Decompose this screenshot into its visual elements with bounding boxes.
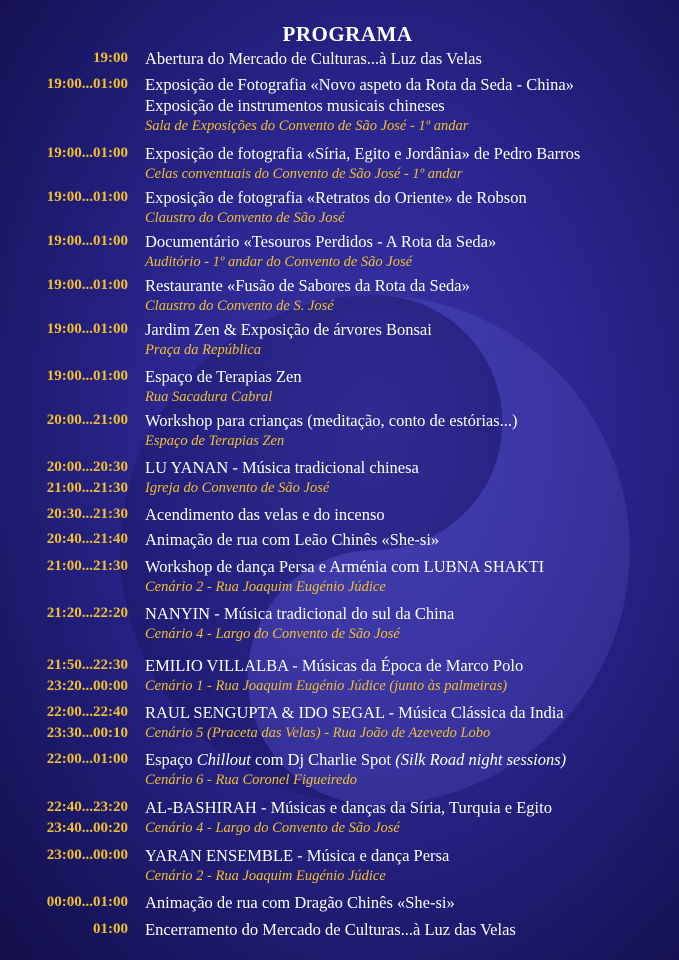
program-entry xyxy=(0,655,679,697)
event-title: Encerramento do Mercado de Culturas...à Luz das Velas xyxy=(145,920,516,939)
entry-line xyxy=(0,797,679,818)
entry-line xyxy=(0,770,679,791)
program-entry xyxy=(0,504,679,525)
entry-line xyxy=(0,366,679,387)
entry-line xyxy=(0,296,679,317)
event-time: 19:00...01:00 xyxy=(46,277,128,293)
program-entry xyxy=(0,892,679,913)
event-title: Workshop para crianças (meditação, conto de estórias...) xyxy=(145,411,518,430)
program-entry xyxy=(0,48,679,69)
event-time: 21:50...22:30 xyxy=(46,657,128,673)
program-entry xyxy=(0,231,679,273)
event-time: 20:00...20:30 xyxy=(46,459,128,475)
event-title: LU YANAN - Música tradicional chinesa xyxy=(145,458,419,477)
entry-line xyxy=(0,504,679,525)
event-time: 23:30...00:10 xyxy=(46,725,128,741)
program-entry xyxy=(0,319,679,361)
entry-line xyxy=(0,577,679,598)
event-title: Exposição de fotografia «Síria, Egito e Jordânia» de Pedro Barros xyxy=(145,144,581,163)
event-time: 19:00...01:00 xyxy=(46,368,128,384)
event-time: 23:20...00:00 xyxy=(46,678,128,694)
event-time: 22:00...01:00 xyxy=(46,751,128,767)
event-location: Sala de Exposições do Convento de São José - 1º andar xyxy=(145,118,469,134)
entry-line xyxy=(0,603,679,624)
event-title: NANYIN - Música tradicional do sul da China xyxy=(145,604,455,623)
entry-line xyxy=(0,676,679,697)
event-title: Espaço Chillout com Dj Charlie Spot (Silk Road night sessions) xyxy=(145,750,567,769)
event-time: 22:00...22:40 xyxy=(46,704,128,720)
event-location: Cenário 5 (Praceta das Velas) - Rua João de Azevedo Lobo xyxy=(145,725,491,741)
event-title: Animação de rua com Leão Chinês «She-si» xyxy=(145,530,440,549)
event-time: 21:00...21:30 xyxy=(46,480,128,496)
entry-line xyxy=(0,95,679,116)
program-entry xyxy=(0,457,679,499)
entry-line xyxy=(0,818,679,839)
program-entry xyxy=(0,702,679,744)
event-location: Cenário 2 - Rua Joaquim Eugénio Júdice xyxy=(145,579,386,595)
entry-line xyxy=(0,655,679,676)
event-time: 21:00...21:30 xyxy=(46,558,128,574)
program-entry xyxy=(0,187,679,229)
entry-line xyxy=(0,319,679,340)
entry-line xyxy=(0,749,679,770)
entry-line xyxy=(0,892,679,913)
entry-line xyxy=(0,845,679,866)
entry-line xyxy=(0,74,679,95)
event-time: 20:30...21:30 xyxy=(46,506,128,522)
event-location: Espaço de Terapias Zen xyxy=(145,433,285,449)
entry-line xyxy=(0,164,679,185)
program-entry xyxy=(0,366,679,408)
event-title: Acendimento das velas e do incenso xyxy=(145,505,385,524)
event-time: 23:40...00:20 xyxy=(46,820,128,836)
program-entry xyxy=(0,275,679,317)
event-location: Celas conventuais do Convento de São José - 1º andar xyxy=(145,166,463,182)
event-title-emphasis: (Silk Road night sessions) xyxy=(395,750,567,769)
event-title: Animação de rua com Dragão Chinês «She-si» xyxy=(145,893,455,912)
event-title-emphasis: Chillout xyxy=(196,750,251,769)
entry-line xyxy=(0,556,679,577)
event-time: 19:00...01:00 xyxy=(46,76,128,92)
entry-line xyxy=(0,624,679,645)
event-time: 19:00...01:00 xyxy=(46,233,128,249)
event-time: 20:00...21:00 xyxy=(46,412,128,428)
event-title: Workshop de dança Persa e Arménia com LUBNA SHAKTI xyxy=(145,557,545,576)
event-title: Exposição de fotografia «Retratos do Oriente» de Robson xyxy=(145,188,527,207)
event-time: 21:20...22:20 xyxy=(46,605,128,621)
event-title: Abertura do Mercado de Culturas...à Luz das Velas xyxy=(145,49,482,68)
event-location: Igreja do Convento de São José xyxy=(145,480,330,496)
event-title: AL-BASHIRAH - Músicas e danças da Síria, Turquia e Egito xyxy=(145,798,552,817)
entry-line xyxy=(0,723,679,744)
event-title: YARAN ENSEMBLE - Música e dança Persa xyxy=(145,846,450,865)
event-time: 19:00...01:00 xyxy=(46,189,128,205)
entry-line xyxy=(0,866,679,887)
event-title: EMILIO VILLALBA - Músicas da Época de Marco Polo xyxy=(145,656,524,675)
entry-line xyxy=(0,410,679,431)
event-location: Cenário 4 - Largo do Convento de São José xyxy=(145,820,400,836)
event-title: Jardim Zen & Exposição de árvores Bonsai xyxy=(145,320,432,339)
entry-line xyxy=(0,529,679,550)
event-location: Claustro do Convento de São José xyxy=(145,210,345,226)
entry-line xyxy=(0,116,679,137)
event-location: Auditório - 1º andar do Convento de São José xyxy=(145,254,413,270)
program-entry xyxy=(0,797,679,839)
event-time: 19:00 xyxy=(93,50,128,66)
entry-line xyxy=(0,252,679,273)
entry-line xyxy=(0,702,679,723)
entry-line xyxy=(0,340,679,361)
entry-line xyxy=(0,208,679,229)
event-time: 19:00...01:00 xyxy=(46,145,128,161)
event-time: 20:40...21:40 xyxy=(46,531,128,547)
entry-line xyxy=(0,387,679,408)
event-location: Rua Sacadura Cabral xyxy=(145,389,273,405)
event-title: Restaurante «Fusão de Sabores da Rota da Seda» xyxy=(145,276,470,295)
event-title: Exposição de Fotografia «Novo aspeto da Rota da Seda - China» xyxy=(145,75,574,94)
entry-line xyxy=(0,187,679,208)
event-location: Cenário 4 - Largo do Convento de São José xyxy=(145,626,400,642)
event-time: 01:00 xyxy=(93,921,128,937)
program-entry xyxy=(0,529,679,550)
entry-line xyxy=(0,48,679,69)
entry-line xyxy=(0,431,679,452)
program-entry xyxy=(0,410,679,452)
program-entry xyxy=(0,603,679,645)
entry-line xyxy=(0,143,679,164)
program-entry xyxy=(0,919,679,940)
page-title: PROGRAMA xyxy=(282,22,413,46)
event-location: Claustro do Convento de S. José xyxy=(145,298,334,314)
event-time: 23:00...00:00 xyxy=(46,847,128,863)
program-entry xyxy=(0,556,679,598)
event-time: 19:00...01:00 xyxy=(46,321,128,337)
event-title: RAUL SENGUPTA & IDO SEGAL - Música Clássica da India xyxy=(145,703,564,722)
entry-line xyxy=(0,457,679,478)
event-location: Cenário 1 - Rua Joaquim Eugénio Júdice (junto às palmeiras) xyxy=(145,678,508,694)
event-location: Cenário 2 - Rua Joaquim Eugénio Júdice xyxy=(145,868,386,884)
event-title: Documentário «Tesouros Perdidos - A Rota da Seda» xyxy=(145,232,497,251)
entry-line xyxy=(0,919,679,940)
program-entry xyxy=(0,74,679,137)
program-entry xyxy=(0,143,679,185)
event-title: Espaço de Terapias Zen xyxy=(145,367,302,386)
event-time: 22:40...23:20 xyxy=(46,799,128,815)
entry-line xyxy=(0,275,679,296)
entry-line xyxy=(0,231,679,252)
program-entry xyxy=(0,749,679,791)
event-location: Praça da República xyxy=(145,342,261,358)
program-entry xyxy=(0,845,679,887)
event-time: 00:00...01:00 xyxy=(46,894,128,910)
event-title: Exposição de instrumentos musicais chineses xyxy=(145,96,445,115)
entry-line xyxy=(0,478,679,499)
event-location: Cenário 6 - Rua Coronel Figueiredo xyxy=(145,772,357,788)
